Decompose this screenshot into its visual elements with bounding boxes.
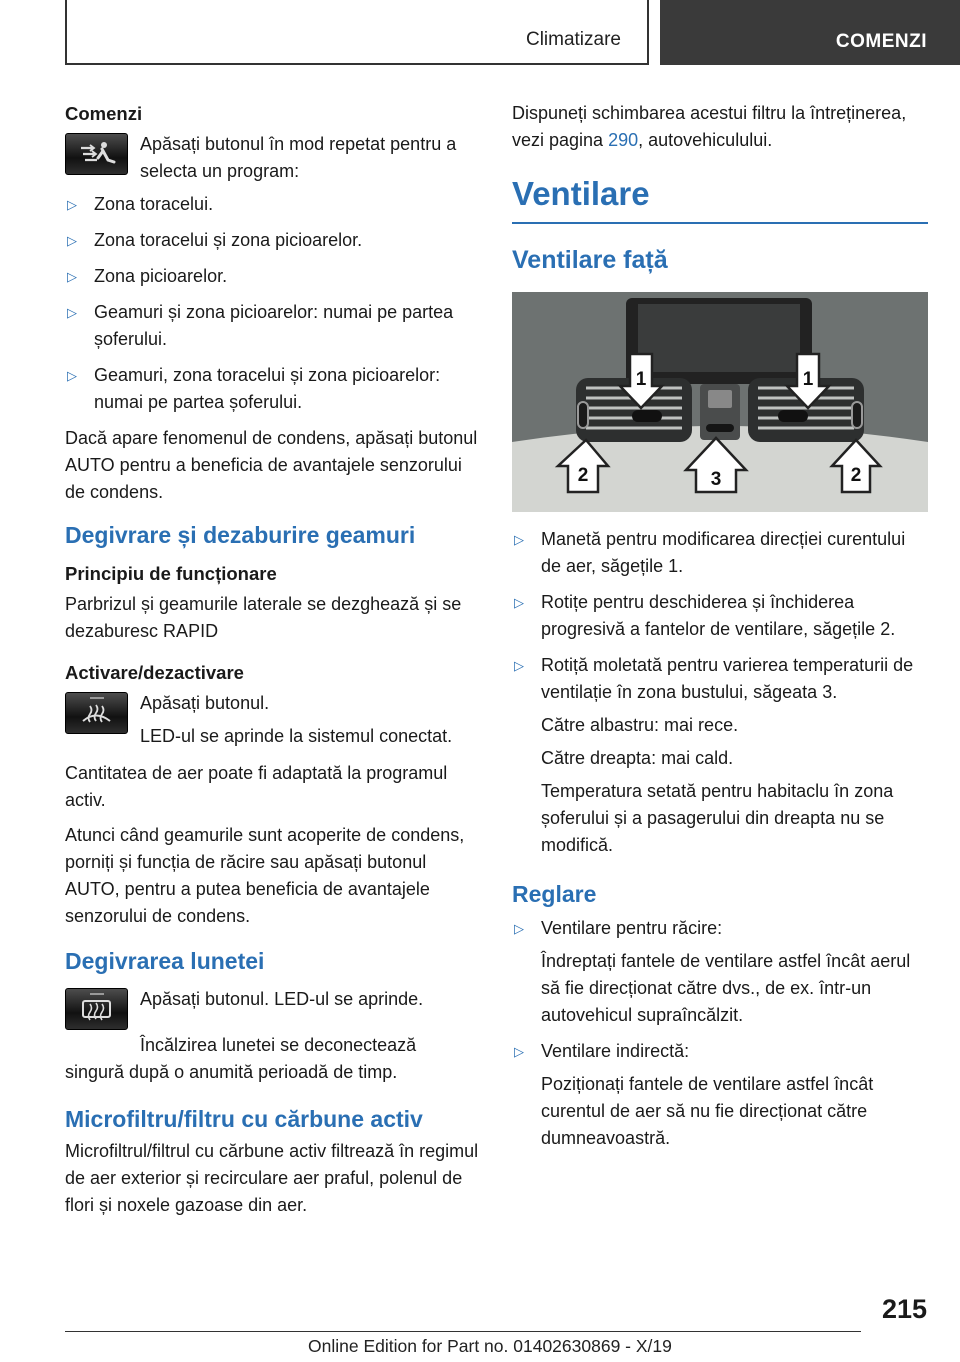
footer-edition: Online Edition for Part no. 01402630869 - X/19 <box>308 1336 672 1356</box>
header-chapter-title: COMENZI <box>835 31 927 52</box>
rear-window-defrost-icon <box>65 988 128 1030</box>
header-section-box <box>65 0 649 65</box>
header-section-title: Climatizare <box>525 29 621 50</box>
microfiltru-paragraph: Microfiltrul/filtrul cu cărbune activ filtrează în regimul de aer exterior și recirculare aer praful, polenul de flori și noxele gazoase din aer. <box>65 1141 479 1215</box>
footer-divider <box>65 1331 861 1332</box>
defrost-button-row <box>65 690 480 750</box>
list-item: ▷ Ventilare indirectă: Poziționați fantele de ventilare astfel încât curentul de aer să nu fie direcționat către dumneavoastră. <box>514 1041 874 1148</box>
svg-text:2: 2 <box>850 465 862 486</box>
ventilare-fata-heading: Ventilare față <box>512 246 668 274</box>
svg-text:3: 3 <box>710 469 722 490</box>
comenzi-heading: Comenzi <box>65 103 143 124</box>
page-number: 215 <box>881 1294 927 1324</box>
list-item: ▷ Geamuri, zona toracelui și zona picioarelor: numai pe partea șoferului. <box>67 365 441 412</box>
list-item: ▷ Zona picioarelor. <box>67 266 228 286</box>
activare-heading: Activare/dezactivare <box>65 662 244 683</box>
condens-paragraph: Dacă apare fenomenul de condens, apăsați butonul AUTO pentru a beneficia de avantajele senzorului de condens. <box>65 428 478 502</box>
vents-list <box>512 526 928 859</box>
page-link[interactable]: 290 <box>608 130 639 150</box>
air-distribution-button-icon <box>65 133 128 175</box>
atunci-paragraph: Atunci când geamurile sunt acoperite de condens, porniți și funcția de răcire sau apăsați butonul AUTO, pentru a putea beneficia de avantajele senzorului de condens. <box>65 825 465 926</box>
filtru-paragraph: Dispuneți schimbarea acestui filtru la întreținerea, vezi pagina 290, autovehiculului. <box>512 103 907 150</box>
front-vents-photo <box>512 292 928 512</box>
windshield-defrost-icon <box>65 692 128 734</box>
header-chapter-tab <box>660 0 960 65</box>
list-item: ▷ Zona toracelui și zona picioarelor. <box>67 230 363 250</box>
program-list <box>65 191 480 416</box>
cantitate-paragraph: Cantitatea de aer poate fi adaptată la programul activ. <box>65 763 448 810</box>
luneta-heading: Degivrarea lunetei <box>65 948 265 974</box>
principiu-paragraph: Parbrizul și geamurile laterale se dezghează și se dezaburesc RAPID <box>65 594 462 641</box>
list-item: ▷ Ventilare pentru răcire: Îndreptați fantele de ventilare astfel încât aerul să fie direcționat către dvs., de ex. într-un autovehicul supraîncălzit. <box>514 918 911 1025</box>
microfiltru-heading: Microfiltru/filtru cu cărbune activ <box>65 1106 423 1132</box>
list-item: ▷ Manetă pentru modificarea direcției curentului de aer, săgețile 1. <box>514 529 906 576</box>
list-item: ▷ Zona toracelui. <box>67 194 214 214</box>
principiu-heading: Principiu de funcționare <box>65 563 277 584</box>
left-column <box>65 100 480 1227</box>
list-item: ▷ Rotițe pentru deschiderea și închiderea progresivă a fantelor de ventilare, săgețile 2. <box>514 592 896 639</box>
list-item: ▷ Rotiță moletată pentru varierea temperaturii de ventilație în zona bustului, săgeata 3. Către albastru: mai rece. Către dreapta: mai cald. Temperatura setată pentru habitaclu în zona șoferului și a pasagerului din dreapta nu se modifică. <box>514 655 914 855</box>
program-button-row <box>65 131 480 185</box>
luneta-text: Apăsați butonul. LED-ul se aprinde. <box>140 989 424 1009</box>
activare-text: Apăsați butonul. LED-ul se aprinde la sistemul conectat. <box>140 693 453 746</box>
rear-defrost-button-row <box>65 986 480 1030</box>
svg-text:1: 1 <box>802 369 814 390</box>
degivrare-heading: Degivrare și dezaburire geamuri <box>65 522 416 548</box>
ventilare-heading: Ventilare <box>512 174 928 224</box>
svg-text:2: 2 <box>577 465 589 486</box>
program-text: Apăsați butonul în mod repetat pentru a selecta un program: <box>140 134 457 181</box>
luneta-paragraph: Încălzirea lunetei se deconectează singură după o anumită perioadă de timp. <box>65 1035 417 1082</box>
reglare-list <box>512 915 928 1152</box>
reglare-heading: Reglare <box>512 881 597 907</box>
right-column <box>512 100 928 1161</box>
svg-text:1: 1 <box>635 369 647 390</box>
list-item: ▷ Geamuri și zona picioarelor: numai pe partea șoferului. <box>67 302 454 349</box>
